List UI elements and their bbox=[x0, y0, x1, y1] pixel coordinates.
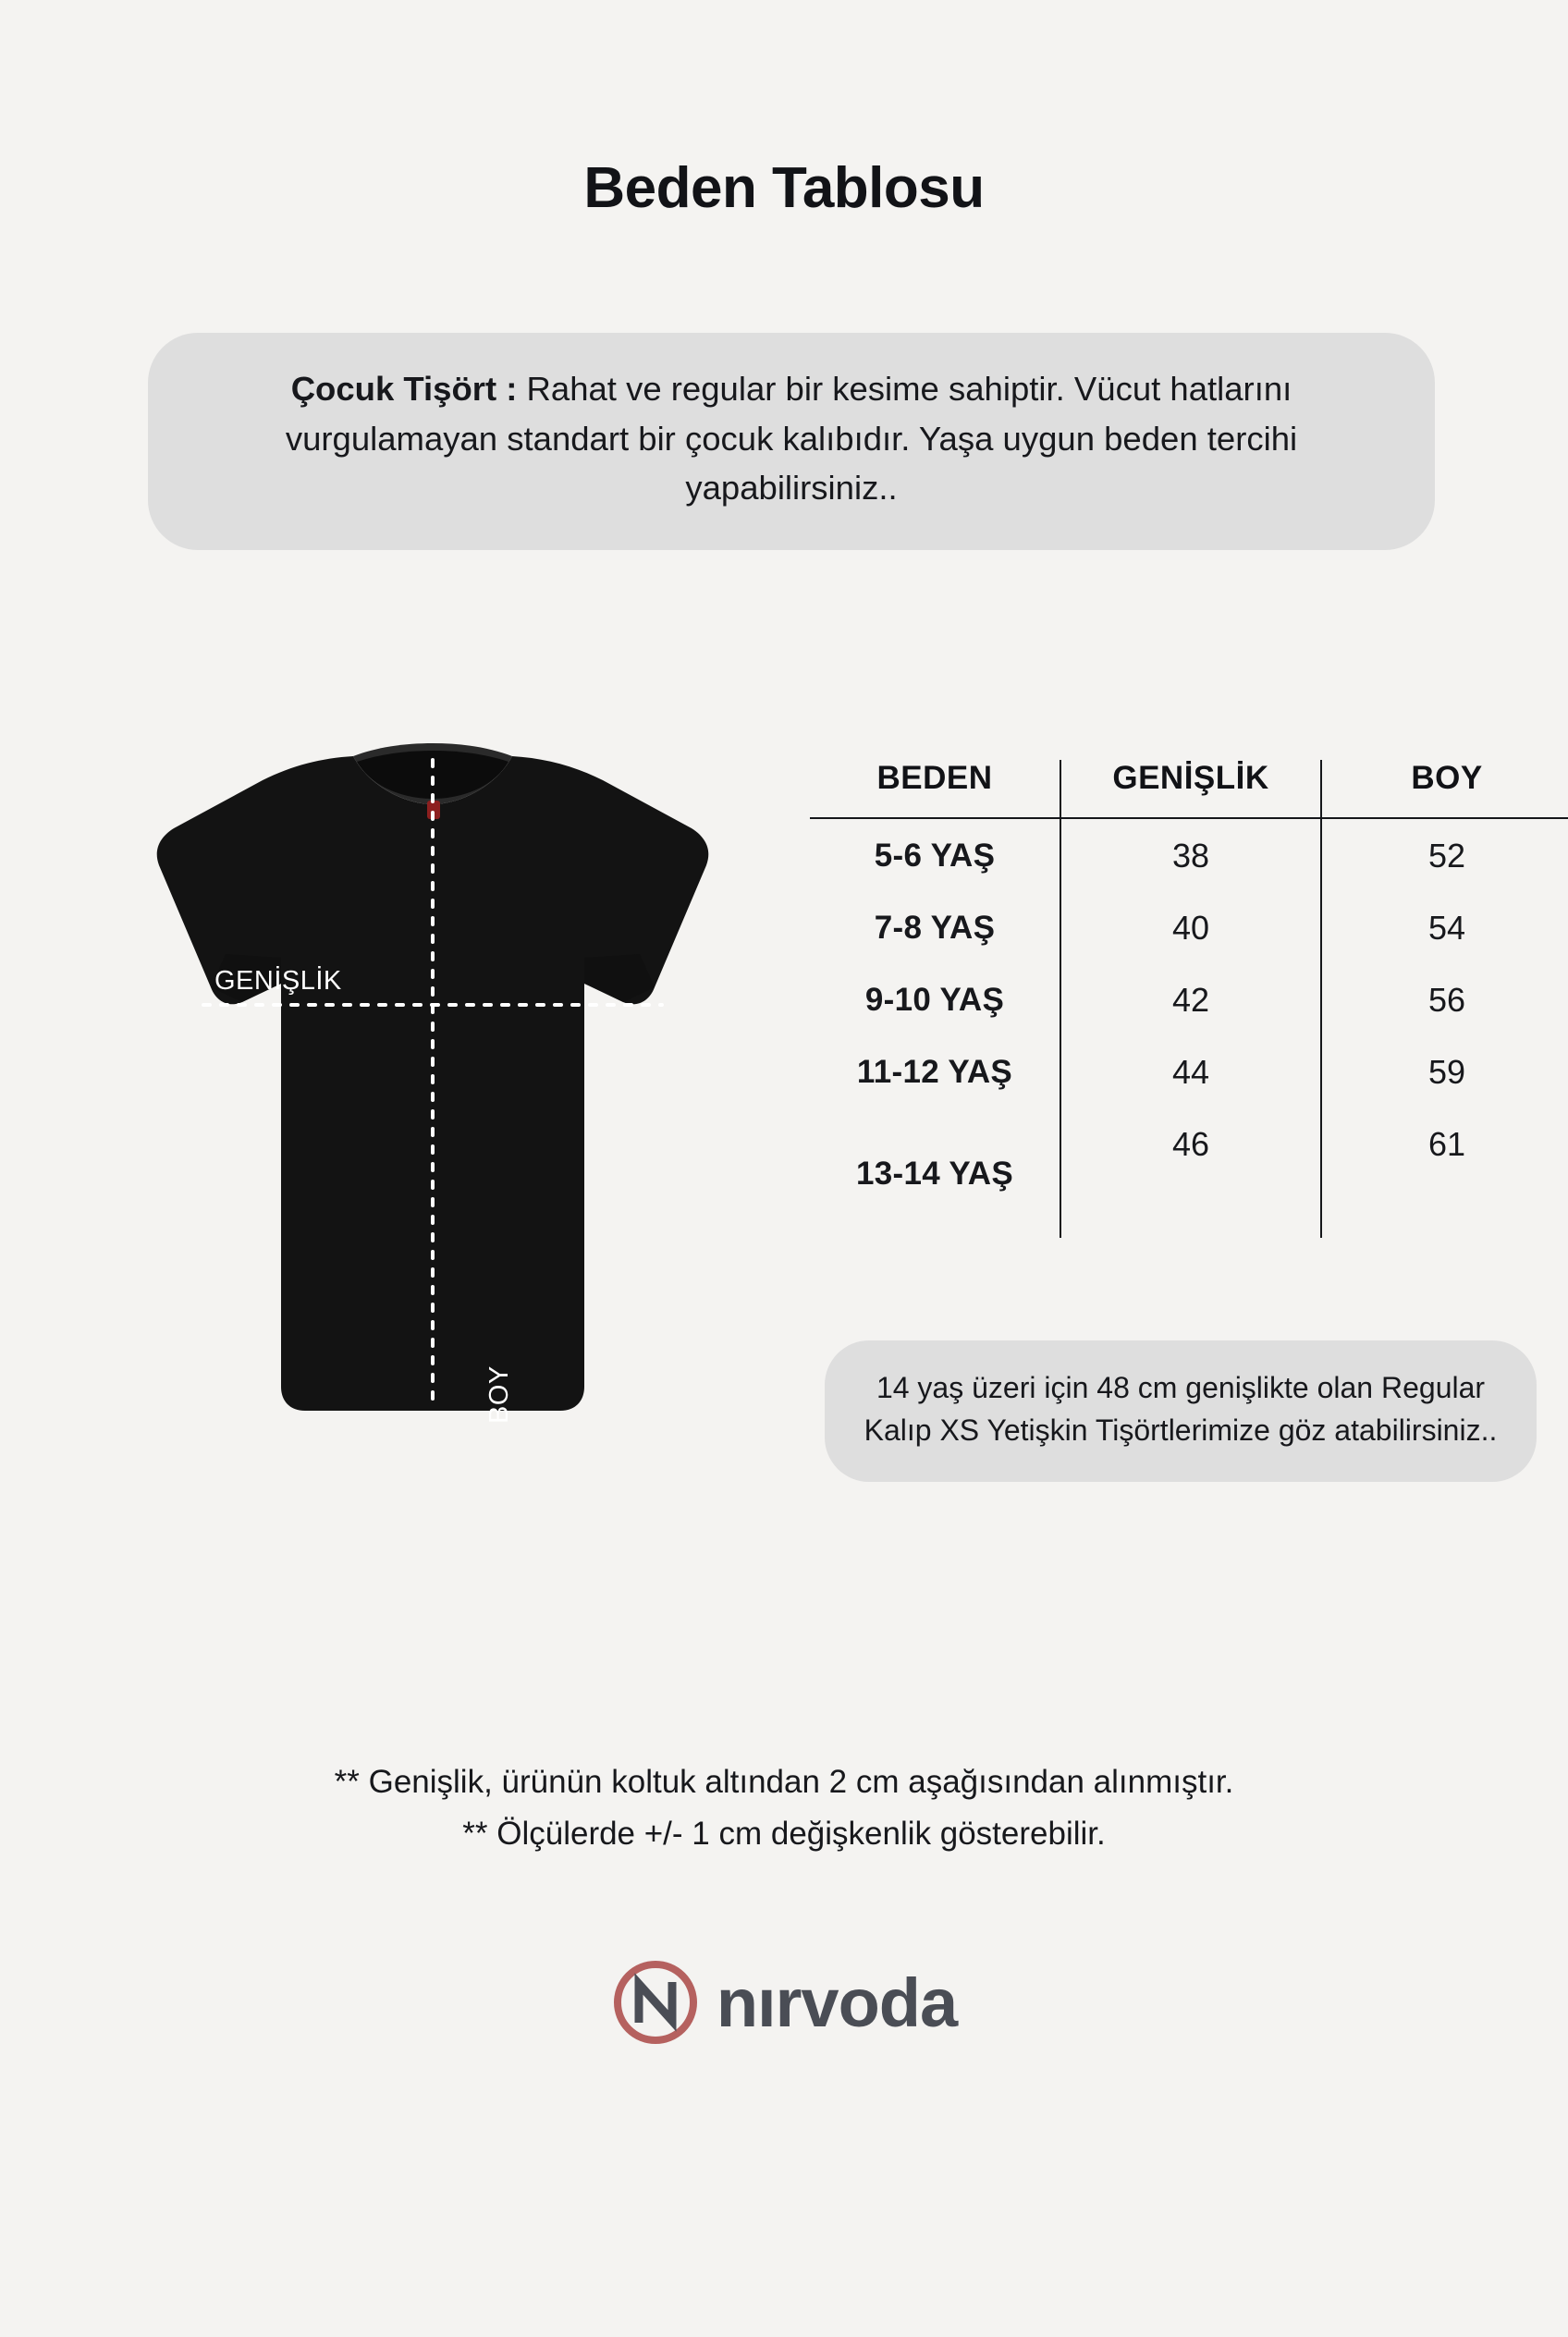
table-row bbox=[810, 963, 1568, 1035]
cell-genislik: 40 bbox=[1060, 891, 1321, 963]
cell-boy: 56 bbox=[1427, 981, 1466, 1019]
cell-genislik: 42 bbox=[1060, 963, 1321, 1035]
cell-beden: 9-10 YAŞ bbox=[864, 982, 1005, 1018]
page-title: Beden Tablosu bbox=[583, 156, 985, 220]
cell-genislik: 44 bbox=[1060, 1035, 1321, 1107]
column-header-boy: BOY bbox=[1321, 760, 1568, 818]
product-fit-info bbox=[148, 333, 1435, 550]
diagram-width-label: GENİŞLİK bbox=[214, 966, 342, 996]
size-table bbox=[810, 760, 1568, 1238]
adult-size-note: 14 yaş üzeri için 48 cm genişlikte olan Regular Kalıp XS Yetişkin Tişörtlerimize göz atabilirsiniz.. bbox=[825, 1340, 1537, 1482]
tshirt-diagram bbox=[44, 740, 821, 1553]
cell-beden: 5-6 YAŞ bbox=[874, 838, 996, 874]
cell-genislik: 46 bbox=[1060, 1107, 1321, 1238]
footnotes bbox=[0, 1756, 1568, 1860]
cell-boy: 59 bbox=[1427, 1053, 1466, 1091]
table-header-row bbox=[810, 760, 1568, 818]
tshirt-illustration bbox=[44, 740, 821, 1553]
brand-name: nırvoda bbox=[716, 1964, 958, 2041]
footnote-2: ** Ölçülerde +/- 1 cm değişkenlik gösterebilir. bbox=[462, 1816, 1106, 1852]
column-header-genislik: GENİŞLİK bbox=[1060, 760, 1321, 818]
column-header-beden: BEDEN bbox=[810, 760, 1060, 818]
product-fit-label: Çocuk Tişört : bbox=[290, 370, 518, 408]
cell-boy: 61 bbox=[1427, 1125, 1466, 1163]
size-table-head bbox=[810, 760, 1568, 818]
table-row bbox=[810, 1035, 1568, 1107]
size-table-body bbox=[810, 818, 1568, 1238]
cell-beden: 7-8 YAŞ bbox=[874, 910, 996, 946]
brand-lockup bbox=[0, 1958, 1568, 2047]
cell-beden: 13-14 YAŞ bbox=[855, 1155, 1014, 1192]
table-row bbox=[810, 891, 1568, 963]
diagram-length-label: BOY bbox=[484, 1365, 514, 1424]
size-table-container bbox=[810, 760, 1568, 1238]
cell-boy: 52 bbox=[1427, 837, 1466, 875]
cell-genislik: 38 bbox=[1060, 818, 1321, 891]
table-row bbox=[810, 818, 1568, 891]
table-row bbox=[810, 1107, 1568, 1238]
cell-boy: 54 bbox=[1427, 909, 1466, 947]
nirvoda-logo-icon bbox=[611, 1958, 700, 2047]
cell-beden: 11-12 YAŞ bbox=[856, 1054, 1013, 1090]
footnote-1: ** Genişlik, ürünün koltuk altından 2 cm aşağısından alınmıştır. bbox=[334, 1764, 1234, 1800]
product-fit-text: Rahat ve regular bir kesime sahiptir. Vücut hatlarını vurgulamayan standart bir çocuk kalıbıdır. Yaşa uygun beden tercihi yapabilirsiniz.. bbox=[285, 370, 1298, 508]
